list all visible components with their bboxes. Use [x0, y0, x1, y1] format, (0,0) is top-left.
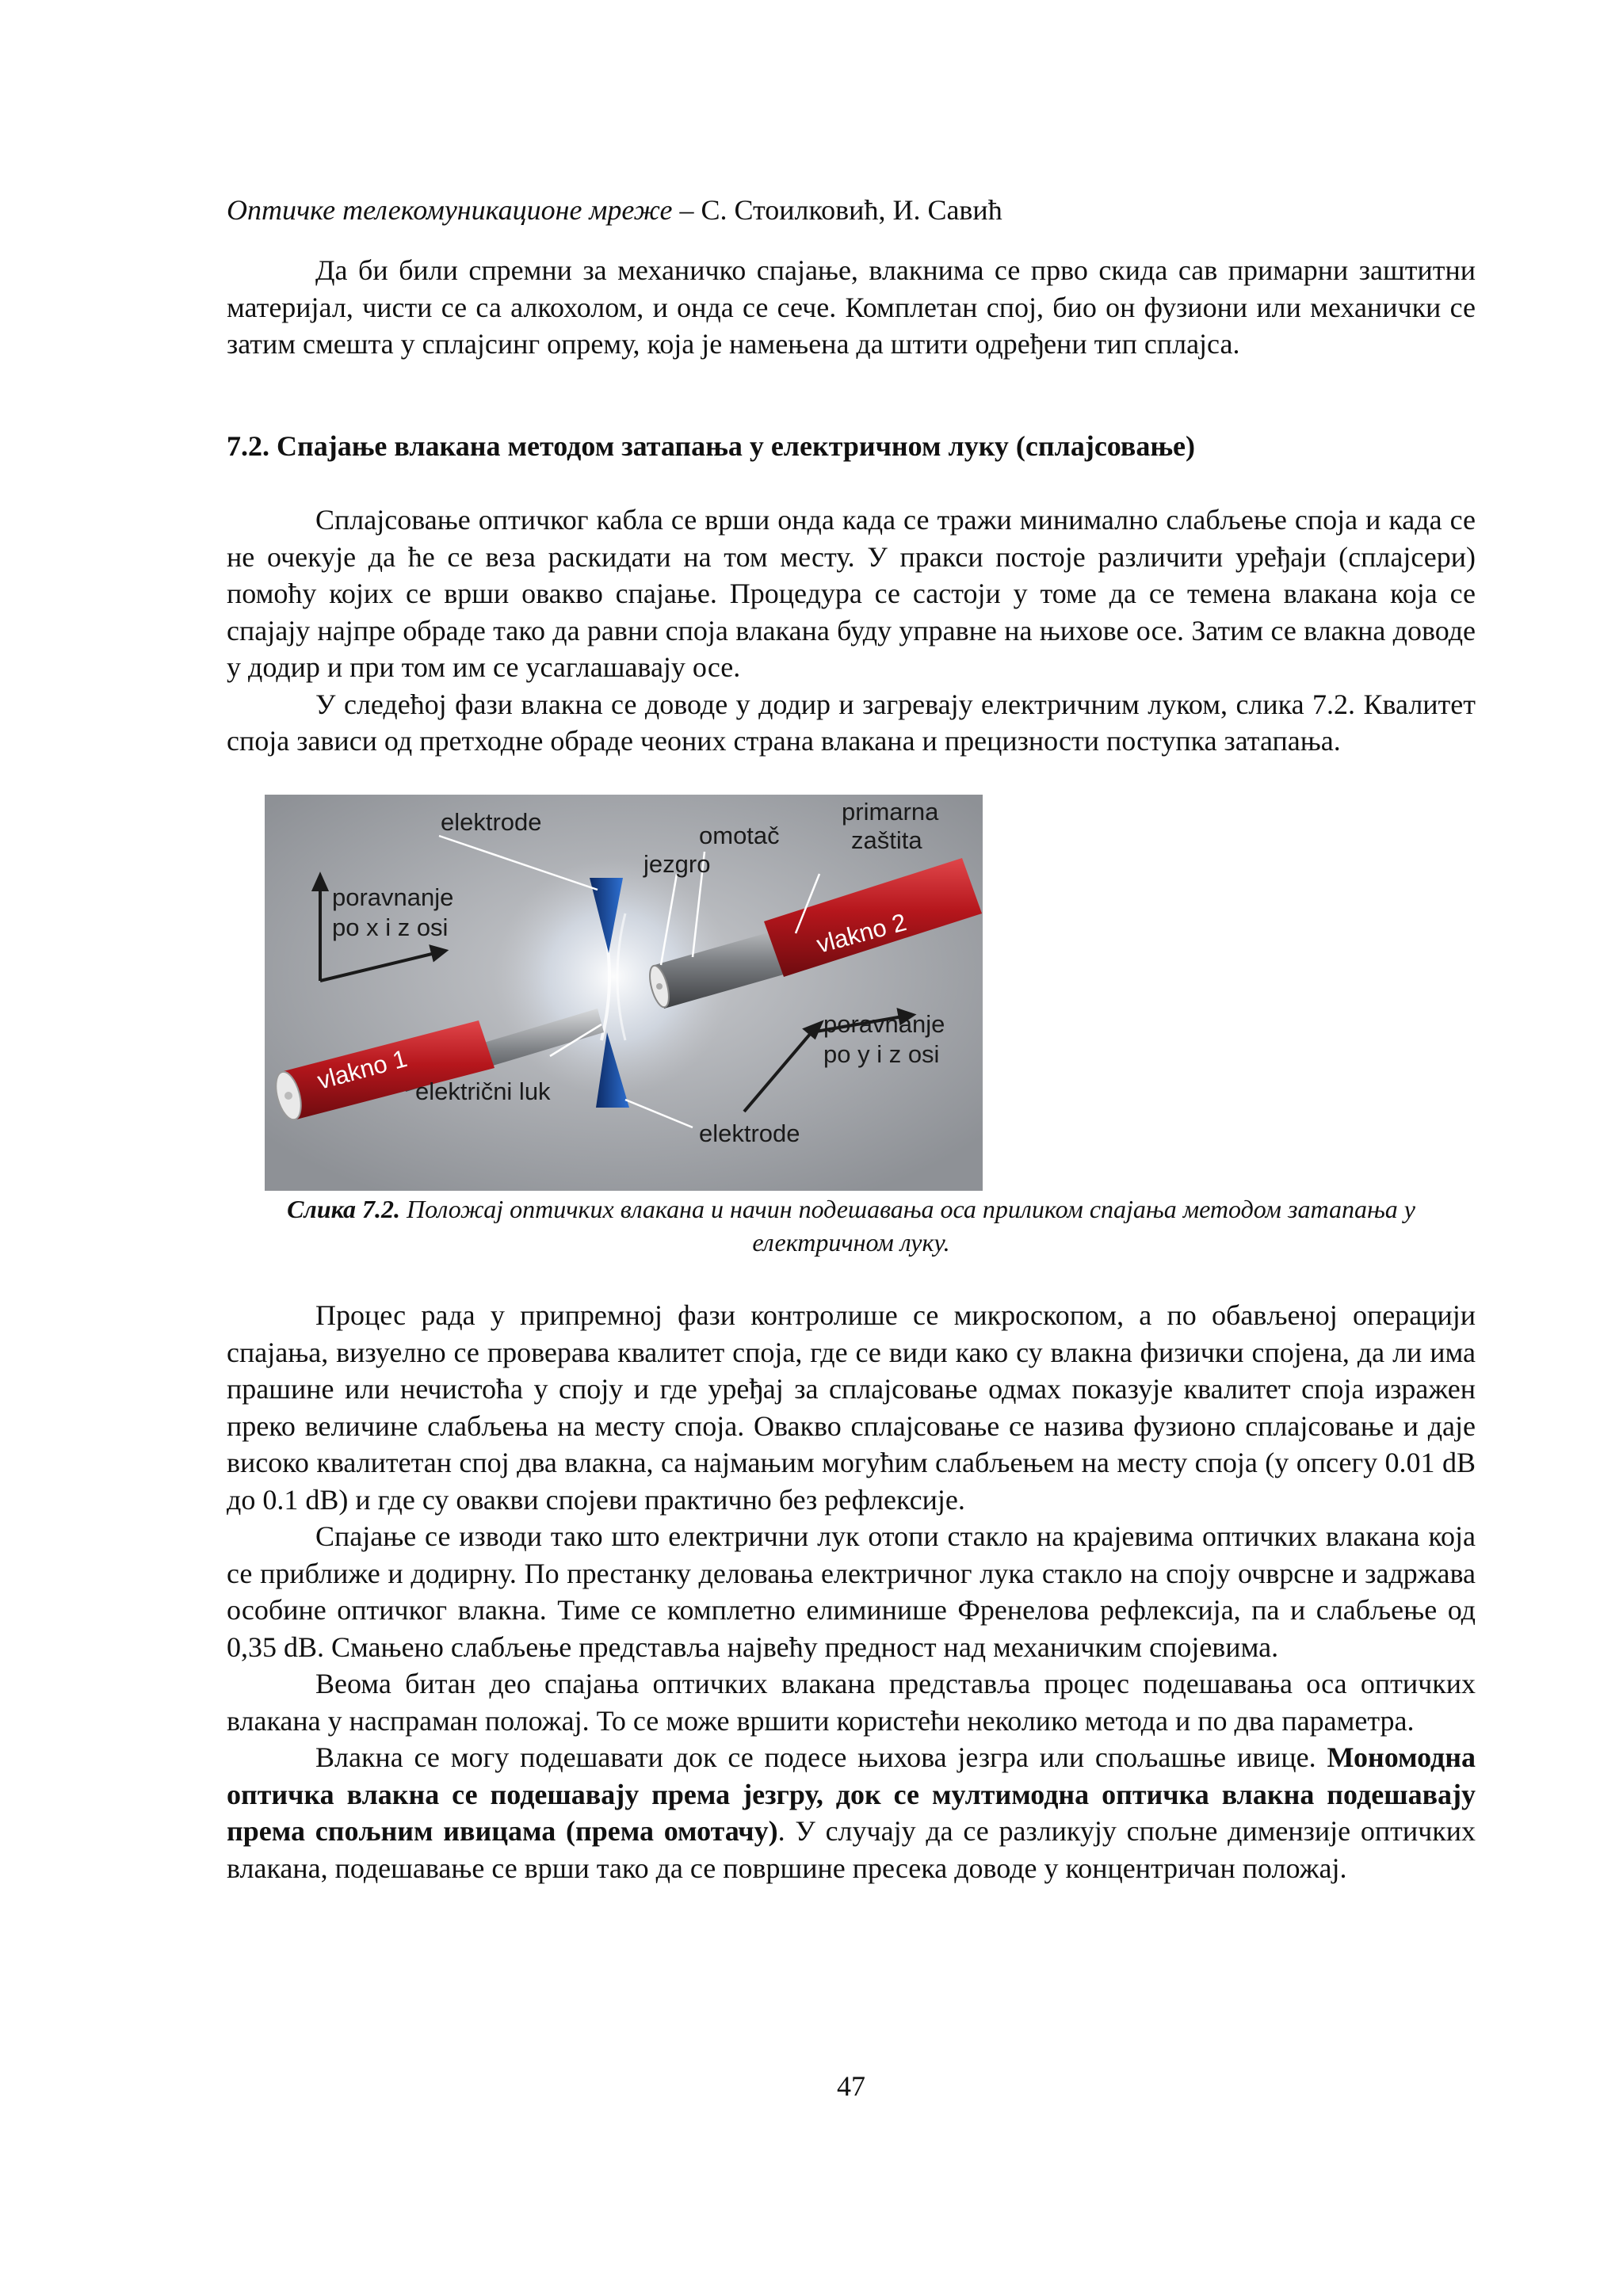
label-elektrode-top: elektrode — [441, 808, 542, 836]
label-omotac: omotač — [699, 822, 780, 849]
last-paragraph-start: Влакна се могу подешавати док се подесе њихова језгра или спољашње ивице. — [315, 1741, 1327, 1773]
label-poravnanje-xz-2: po x i z osi — [332, 913, 449, 941]
intro-block — [227, 252, 1476, 363]
paragraph: Веома битан део спајања оптичких влакана представља процес подешавања оса оптичких влакана у наспраман положај. То се може вршити користећи неколико метода и по два параметра. — [227, 1668, 1476, 1737]
label-zastita: zaštita — [851, 826, 922, 854]
last-paragraph-bold: Мономодна оптичка влакна се подешавају према језгру, док се мултимодна оптичка влакна подешавају према спољним ивицама (према омотачу) — [227, 1741, 1476, 1847]
label-elektricni-luk: električni luk — [415, 1077, 551, 1105]
authors: – С. Стоилковић, И. Савић — [672, 194, 1002, 226]
caption-label: Слика 7.2. — [287, 1195, 401, 1223]
running-header — [227, 192, 1002, 228]
last-paragraph-end: . У случају да се разликују спољне димензије оптичких влакана, подешавање се врши тако да се површине пресека доводе у концентричан положај. — [227, 1815, 1476, 1884]
paragraph: Процес рада у припремној фази контролише се микроскопом, а по обављеној операцији спајања, визуелно се проверава квалитет споја, где се види како су влакна физички спојена, да ли има прашине или нечистоћа у споју и где уређај за сплајсовање одмах показује квалитет споја изражен преко величине слабљења на месту споја. Овакво сплајсовање се назива фузионо сплајсовање и даје високо квалитетан спој два влакна, са најмањим могућим слабљењем на месту споја (у опсегу 0.01 dB до 0.1 dB) и где су овакви спојеви практично без рефлексије. — [227, 1299, 1476, 1516]
paragraph: Сплајсовање оптичког кабла се врши онда када се тражи минимално слабљење споја и када се не очекује да ће се веза раскидати на том месту. У пракси постоје различити уређаји (сплајсери) помоћу којих се врши овакво спајање. Процедура се састоји у томе да се темена влакана која се спајају најпре обраде тако да равни споја влакана буду управне на њихове осе. Затим се влакна доводе у додир и при том им се усаглашавају осе. — [227, 504, 1476, 683]
figure-7-2-image — [265, 795, 983, 1191]
paragraph: Спајање се изводи тако што електрични лук отопи стакло на крајевима оптичких влакана која се приближе и додирну. По престанку деловања електричног лука стакло на споју очврсне и задржава особине оптичког влакна. Тиме се комплетно елиминише Френелова рефлексија, па и слабљење од 0,35 dB. Смањено слабљење представља највећу предност над механичким спојевима. — [227, 1520, 1476, 1663]
intro-paragraph: Да би били спремни за механичко спајање, влакнима се прво скида сав примарни заштитни материјал, чисти се са алкохолом, и онда се сече. Комплетан спој, био он фузиони или механички се затим смешта у сплајсинг опрему, која је намењена да штити одређени тип сплајса. — [227, 254, 1476, 360]
label-poravnanje-xz-1: poravnanje — [332, 883, 454, 911]
book-title: Оптичке телекомуникационе мреже — [227, 194, 673, 226]
paragraph-last — [227, 1739, 1476, 1886]
caption-text: Положај оптичких влакана и начин подешавања оса приликом спајања методом затапања у електричном луку. — [400, 1195, 1415, 1257]
label-primarna: primarna — [842, 798, 939, 826]
label-elektrode-bottom: elektrode — [699, 1119, 800, 1147]
paragraph: У следећој фази влакна се доводе у додир и загревају електричним луком, слика 7.2. Квалитет споја зависи од претходне обраде чеоних страна влакана и прецизности поступка затапања. — [227, 688, 1476, 757]
label-vlakno-2: vlakno 2 — [813, 908, 910, 959]
label-jezgro: jezgro — [643, 850, 711, 878]
label-poravnanje-yz-1: poravnanje — [823, 1010, 945, 1038]
figure-caption — [227, 1192, 1476, 1259]
section-body-b — [227, 1297, 1476, 1886]
label-vlakno-1: vlakno 1 — [314, 1044, 411, 1095]
page-number: 47 — [837, 2070, 865, 2102]
fusion-splice-illustration — [265, 795, 983, 1191]
section-body-a — [227, 502, 1476, 760]
section-heading: 7.2. Спајање влакана методом затапања у електричном луку (сплајсовање) — [227, 430, 1195, 462]
label-poravnanje-yz-2: po y i z osi — [823, 1040, 940, 1068]
